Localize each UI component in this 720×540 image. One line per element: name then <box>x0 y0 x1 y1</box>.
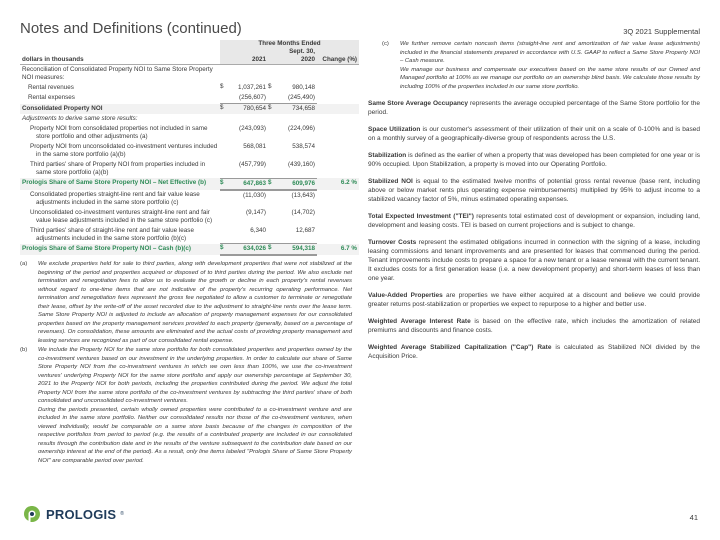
currency-2021: $ <box>220 178 227 190</box>
value-2021: 1,037,261 <box>237 84 266 91</box>
definition-term: Turnover Costs <box>368 239 417 246</box>
definition-item <box>368 291 700 309</box>
currency-2021 <box>220 190 227 208</box>
column-header-2021: 2021 <box>220 56 268 65</box>
currency-2020 <box>268 124 275 142</box>
change-percent <box>317 190 359 208</box>
value-2021: 780,654 <box>227 104 268 115</box>
table-header-row <box>20 48 359 56</box>
row-label: Unconsolidated co-investment ventures straight-line rent and fair value lease adjustments included in the same store portfolio (c) <box>30 208 213 224</box>
currency-2020 <box>268 160 275 178</box>
period-header: Three Months Ended <box>220 40 359 48</box>
table-header-row <box>20 56 359 65</box>
footnote-marker: (b) <box>20 347 28 353</box>
currency-2020: $ <box>268 83 272 90</box>
currency-2021: $ <box>220 104 227 115</box>
value-2021: 647,863 <box>227 178 268 190</box>
footnote-a <box>20 260 352 345</box>
footnote-text: We exclude properties held for sale to third parties, along with development properties that were not stabilized at the beginning of the period and properties acquired or disposed of to third parties during the period. We also exclude net termination and renegotiation fees to allow us to evaluate the growth or decline in each property's rental revenues without regard to one-time items that are not indicative of the property's recurring operating performance. Net termination and renegotiation fees represent the gross fee negotiated to allow a customer to terminate or renegotiate their lease, offset by the write-off of the asset recorded due to the adjustment to straight-line rents over the lease term. Same Store Property NOI is adjusted to include an allocation of property management expenses for our consolidated properties based on the property management services provided to each property (generally, based on a percentage of revenues). On consolidation, these amounts are eliminated and the actual costs of providing property management and leasing services are recognized as part of our consolidated rental expense. <box>38 261 352 344</box>
definition-term: Value-Added Properties <box>368 292 443 299</box>
table-row <box>20 124 359 142</box>
value-2020: (13,643) <box>291 191 315 199</box>
change-percent <box>317 104 359 115</box>
definition-term: Weighted Average Stabilized Capitalization ("Cap") Rate <box>368 344 552 351</box>
currency-2020 <box>268 114 275 124</box>
currency-2020: $ <box>268 244 275 256</box>
column-header-change: Change (%) <box>317 56 359 65</box>
change-percent <box>317 208 359 226</box>
value-2021: 634,026 <box>227 244 268 256</box>
definition-text: represent the estimated obligations incurred in connection with the signing of a lease, including leasing commissions and tenant improvements and are presented for leases that commenced during the period. Tenant improvements include costs to prepare a space for a new tenant or a lease renewal with the current tenant. It excludes costs for a first generation lease (i.e. a new development property) and short-term leases of less than one year. <box>368 239 700 282</box>
prologis-mark-icon <box>22 504 42 524</box>
value-2020: (245,490) <box>288 94 315 101</box>
footnote-b <box>20 346 352 465</box>
table-row <box>20 208 359 226</box>
footnote-marker: (a) <box>20 261 28 267</box>
value-2020: 609,976 <box>275 178 317 190</box>
currency-2021: $ <box>220 83 224 90</box>
row-label: Consolidated properties straight-line rent and fair value lease adjustments included in the same store portfolio (c) <box>30 190 200 206</box>
currency-2021 <box>220 226 227 244</box>
definition-item <box>368 212 700 230</box>
row-label: Rental expenses <box>28 94 75 101</box>
definition-term: Space Utilization <box>368 126 421 133</box>
row-label: Property NOI from consolidated properties not included in same store portfolio and other adjustments (a) <box>30 125 208 140</box>
supplemental-label: 3Q 2021 Supplemental <box>623 27 700 36</box>
footnote-text: We further remove certain noncash items (straight-line rent and amortization of fair value lease adjustments) included in the financial statements prepared in accordance with U.S. GAAP to reflect a Same Store Property NOI – Cash measure. <box>400 41 700 64</box>
row-label: Reconciliation of Consolidated Property NOI to Same Store Property NOI measures: <box>22 66 213 81</box>
footnote-c <box>368 40 700 91</box>
definition-item <box>368 125 700 143</box>
currency-2020 <box>268 208 275 226</box>
table-row <box>20 104 359 115</box>
currency-2020: $ <box>268 104 275 115</box>
page-number: 41 <box>689 513 698 522</box>
row-label: Adjustments to derive same store results: <box>22 115 138 122</box>
row-label: Third parties' share of Property NOI from properties included in same store portfolio (a)(b) <box>30 161 206 176</box>
footnote-text: We include the Property NOI for the same store portfolio for both consolidated properties and properties owned by the co-investment ventures based on our investment in the underlying properties. In order to calculate our share of Same Store Property NOI from the co-investment ventures in which we own less than 100%, we use the co-investment ventures' underlying Property NOI for the same store portfolio and apply our ownership percentage at September 30, 2021 to the Property NOI for both periods, including the properties contributed during the period. We adjust the total Property NOI from the same store portfolio of the co-investment ventures by subtracting the third parties' share of both consolidated and unconsolidated co-investment ventures. <box>38 347 352 404</box>
definition-text: is equal to the estimated twelve months of potential gross rental revenue (base rent, including above or below market rents plus operating expense reimbursements) multiplied by 95% to adjust income to a stabilized vacancy factor of 5%, minus estimated operating expenses. <box>368 178 700 203</box>
currency-2021 <box>220 142 227 160</box>
table-row <box>20 142 359 160</box>
definition-term: Stabilized NOI <box>368 178 413 185</box>
currency-2020: $ <box>268 178 275 190</box>
value-2021: 568,081 <box>243 143 266 150</box>
change-percent <box>317 160 359 178</box>
table-row <box>20 83 359 93</box>
footnote-text: During the periods presented, certain wholly owned properties were contributed to a co-investment venture and are included in the same store portfolio. Neither our consolidated results nor those of the co-investment ventures, when viewed individually, would be comparable on a same store basis because of the changes in composition of the respective portfolios from period to period (e.g. the results of a contributed property are included in our consolidated results through the contribution date and in the results of the venture subsequent to the contribution date based on our ownership interest at the end of the period). As a result, only line items labeled "Prologis Share of Same Store Property NOI" are comparable period over period. <box>38 406 352 464</box>
definitions-list <box>368 99 700 361</box>
value-2020: 12,687 <box>295 226 315 234</box>
units-label: dollars in thousands <box>20 56 220 65</box>
table-row <box>20 178 359 190</box>
row-label: Prologis Share of Same Store Property NOI – Net Effective (b) <box>20 178 220 190</box>
currency-2020 <box>268 65 275 84</box>
currency-2021 <box>220 93 227 104</box>
footnote-marker: (c) <box>382 41 389 47</box>
definition-term: Weighted Average Interest Rate <box>368 318 471 325</box>
definition-item <box>368 343 700 361</box>
change-percent <box>317 93 359 104</box>
prologis-logo <box>22 504 124 524</box>
footnote-text: We manage our business and compensate our executives based on the same store results of our Owned and Managed portfolio at 100% as we manage our portfolio on an ownership blind basis. We calculate those results by including 100% of the properties included in our same store portfolio. <box>400 66 700 90</box>
definition-text: is calculated as Stabilized NOI divided by the Acquisition Price. <box>368 344 700 360</box>
page-title: Notes and Definitions (continued) <box>20 20 242 37</box>
definition-text: represents total estimated cost of development or expansion, including land, development and leasing costs. TEI is based on current projections and is subject to change. <box>368 213 700 229</box>
value-2021 <box>227 114 268 124</box>
left-column <box>20 40 358 465</box>
value-2020: (14,702) <box>291 208 315 216</box>
definition-text: represents the average occupied percentage of the Same Store portfolio for the period. <box>368 100 701 116</box>
definition-item <box>368 151 700 169</box>
definition-item <box>368 238 700 283</box>
row-label: Property NOI from unconsolidated co-investment ventures included in the same store portfolio (a)(b) <box>30 143 218 158</box>
value-2021 <box>227 65 268 84</box>
currency-2020 <box>268 93 275 104</box>
change-percent <box>317 124 359 142</box>
table-row <box>20 65 359 84</box>
value-2021: 6,340 <box>250 226 266 234</box>
value-2020 <box>275 65 317 84</box>
noi-reconciliation-table <box>20 40 359 256</box>
change-percent: 6.7 % <box>317 244 359 256</box>
value-2021: (9,147) <box>246 208 266 216</box>
currency-2020 <box>268 142 275 160</box>
value-2021: (457,799) <box>239 161 266 168</box>
value-2020: 538,574 <box>292 143 315 150</box>
definition-text: are properties we have either acquired at a discount and believe we could provide greater returns post-stabilization or properties we expect to repurpose to a higher and better use. <box>368 292 700 308</box>
change-percent: 6.2 % <box>317 178 359 190</box>
value-2020: 734,658 <box>275 104 317 115</box>
table-row <box>20 114 359 124</box>
definition-item <box>368 177 700 204</box>
value-2020: 594,318 <box>275 244 317 256</box>
currency-2021: $ <box>220 244 227 256</box>
value-2020: (224,096) <box>288 125 315 132</box>
value-2021: (243,093) <box>239 125 266 132</box>
change-percent <box>317 142 359 160</box>
change-percent <box>317 114 359 124</box>
table-row <box>20 190 359 208</box>
value-2020: (439,160) <box>288 161 315 168</box>
definition-text: is our customer's assessment of their utilization of their unit on a scale of 0-100% and is based on a monthly survey of a geographically-diverse group of respondents across the U.S. <box>368 126 700 142</box>
currency-2021 <box>220 114 227 124</box>
currency-2020 <box>268 190 275 208</box>
period-subheader: Sept. 30, <box>220 48 317 56</box>
definition-item <box>368 317 700 335</box>
currency-2021 <box>220 65 227 84</box>
logo-wordmark: PROLOGIS <box>46 506 117 522</box>
currency-2021 <box>220 160 227 178</box>
definition-term: Total Expected Investment ("TEI") <box>368 213 474 220</box>
row-label: Prologis Share of Same Store Property NOI – Cash (b)(c) <box>20 244 220 256</box>
definition-item <box>368 99 700 117</box>
value-2020: 980,148 <box>292 84 315 91</box>
value-2021: (11,030) <box>243 191 266 199</box>
right-column <box>368 40 700 361</box>
definition-term: Stabilization <box>368 152 407 159</box>
logo-trademark: ® <box>120 511 124 517</box>
definition-text: is based on the effective rate, which includes the amortization of related premiums and discounts and finance costs. <box>368 318 700 334</box>
row-label: Consolidated Property NOI <box>20 104 220 115</box>
table-row <box>20 93 359 104</box>
change-percent <box>317 226 359 244</box>
currency-2021 <box>220 124 227 142</box>
currency-2020 <box>268 226 275 244</box>
row-label: Rental revenues <box>28 84 74 91</box>
table-header-row <box>20 40 359 48</box>
currency-2021 <box>220 208 227 226</box>
table-row <box>20 160 359 178</box>
row-label: Third parties' share of straight-line rent and fair value lease adjustments included in the same store portfolio (b)(c) <box>30 226 194 242</box>
value-2021: (256,607) <box>239 94 266 101</box>
definition-term: Same Store Average Occupancy <box>368 100 469 107</box>
value-2020 <box>275 114 317 124</box>
change-percent <box>317 65 359 84</box>
definition-text: is defined as the earlier of when a property that was developed has been completed for one year or is 90% occupied. Upon Stabilization, a property is moved into our Operating Portfolio. <box>368 152 700 168</box>
change-percent <box>317 83 359 93</box>
table-row <box>20 226 359 244</box>
table-row <box>20 244 359 256</box>
footnotes-left <box>20 260 352 465</box>
column-header-2020: 2020 <box>268 56 317 65</box>
